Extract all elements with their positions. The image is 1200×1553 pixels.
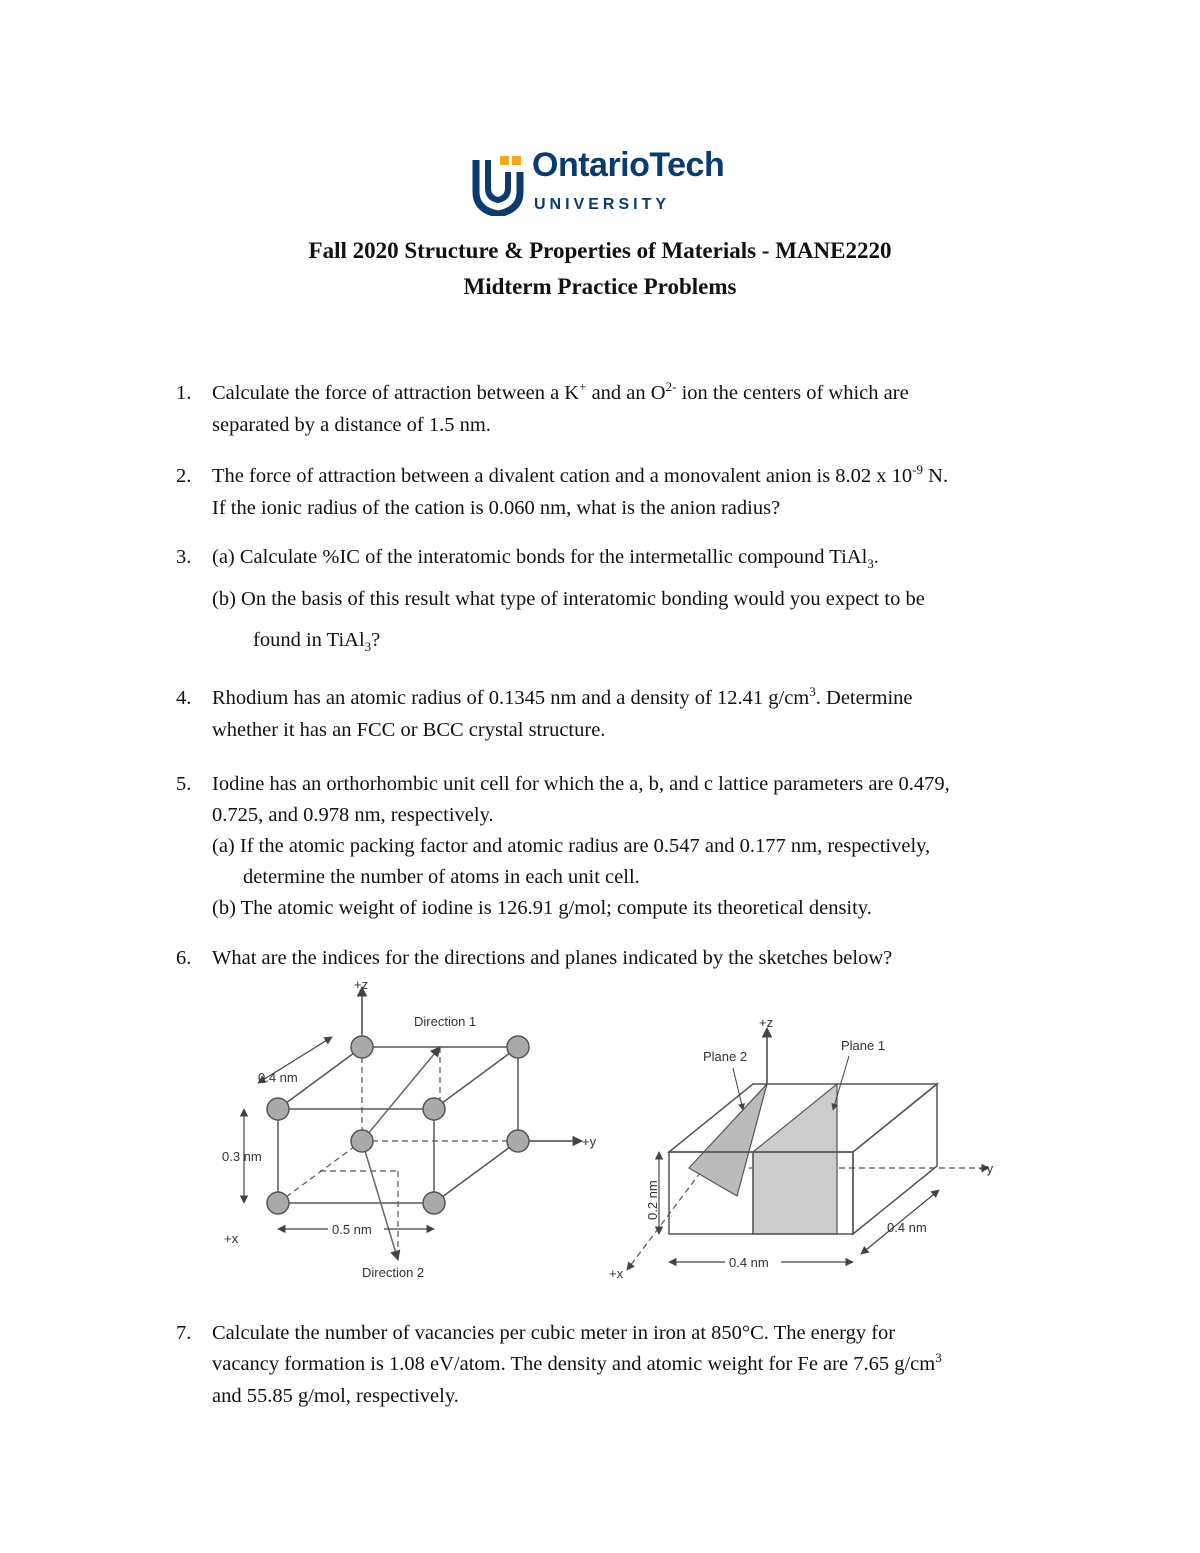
problem-6-text: What are the indices for the directions and planes indicated by the sketches below? bbox=[212, 947, 893, 969]
axis-x-label: +x bbox=[224, 1231, 239, 1246]
plane-1-label: Plane 1 bbox=[841, 1038, 886, 1053]
problem-2-text: The force of attraction between a divalent cation and a monovalent anion is 8.02 x $10^{-9}$ N. If the ionic radius of the cation is 0.060 nm, what is the anion radius? bbox=[212, 462, 949, 519]
document-subtitle: Midterm Practice Problems bbox=[463, 274, 737, 299]
shield-logo-icon bbox=[470, 152, 526, 216]
axis-z-label: +z bbox=[354, 977, 369, 992]
dimension-label-0-5: 0.5 nm bbox=[332, 1222, 372, 1237]
directions-unit-cell-figure bbox=[210, 975, 610, 1290]
planes-box-figure bbox=[605, 1010, 1005, 1285]
direction-1-label: Direction 1 bbox=[414, 1014, 477, 1029]
logo-subtitle: UNIVERSITY bbox=[534, 196, 671, 213]
problem-3-text: (a) Calculate %IC of the interatomic bonds for the intermetallic compound TiAl$_3$. (b) On the basis of this result what type of interatomic bonding would you expect to be found in TiAl$_3$? bbox=[212, 546, 925, 654]
ontario-tech-logo bbox=[470, 146, 750, 218]
dimension-label-0-2: 0.2 nm bbox=[645, 1180, 660, 1220]
dimension-label-0-4-depth: 0.4 nm bbox=[887, 1220, 927, 1235]
axis-x-label-2: +x bbox=[609, 1266, 624, 1281]
logo-name: OntarioTech bbox=[532, 146, 725, 184]
problem-5-text: Iodine has an orthorhombic unit cell for which the a, b, and c lattice parameters are 0.479, 0.725, and 0.978 nm, respectively. (a) If the atomic packing factor and atomic radius are 0.547 and 0.177 nm, respectively, determine the number of atoms in each unit cell. (b) The atomic weight of iodine is 126.91 g/mol; compute its theoretical density. bbox=[212, 773, 950, 919]
plane-1-shape bbox=[753, 1084, 837, 1234]
problem-1-text: Calculate the force of attraction between a K+ and an $O^{2-}$ ion the centers of which are separated by a distance of 1.5 nm. bbox=[212, 379, 909, 436]
problem-7-text: Calculate the number of vacancies per cubic meter in iron at 850°C. The energy for vacancy formation is 1.08 eV/atom. The density and atomic weight for Fe are 7.65 $g/cm^3$ and 55.85 g/mol, respectively. bbox=[212, 1322, 942, 1407]
axis-z-label-2: +z bbox=[759, 1015, 774, 1030]
plane-2-label: Plane 2 bbox=[703, 1049, 748, 1064]
axis-y-label: +y bbox=[582, 1134, 597, 1149]
document-title: Fall 2020 Structure & Properties of Materials - MANE2220 bbox=[308, 238, 892, 263]
direction-2-label: Direction 2 bbox=[362, 1265, 425, 1280]
problem-4-text: Rhodium has an atomic radius of 0.1345 nm and a density of 12.41 $g/cm^3$. Determine whether it has an FCC or BCC crystal structure. bbox=[212, 684, 913, 741]
dimension-label-0-3: 0.3 nm bbox=[222, 1149, 262, 1164]
dimension-label-0-4-bottom: 0.4 nm bbox=[729, 1255, 769, 1270]
axis-y-label-2: +y bbox=[979, 1161, 994, 1176]
dimension-label-0-4: 0.4 nm bbox=[258, 1070, 298, 1085]
